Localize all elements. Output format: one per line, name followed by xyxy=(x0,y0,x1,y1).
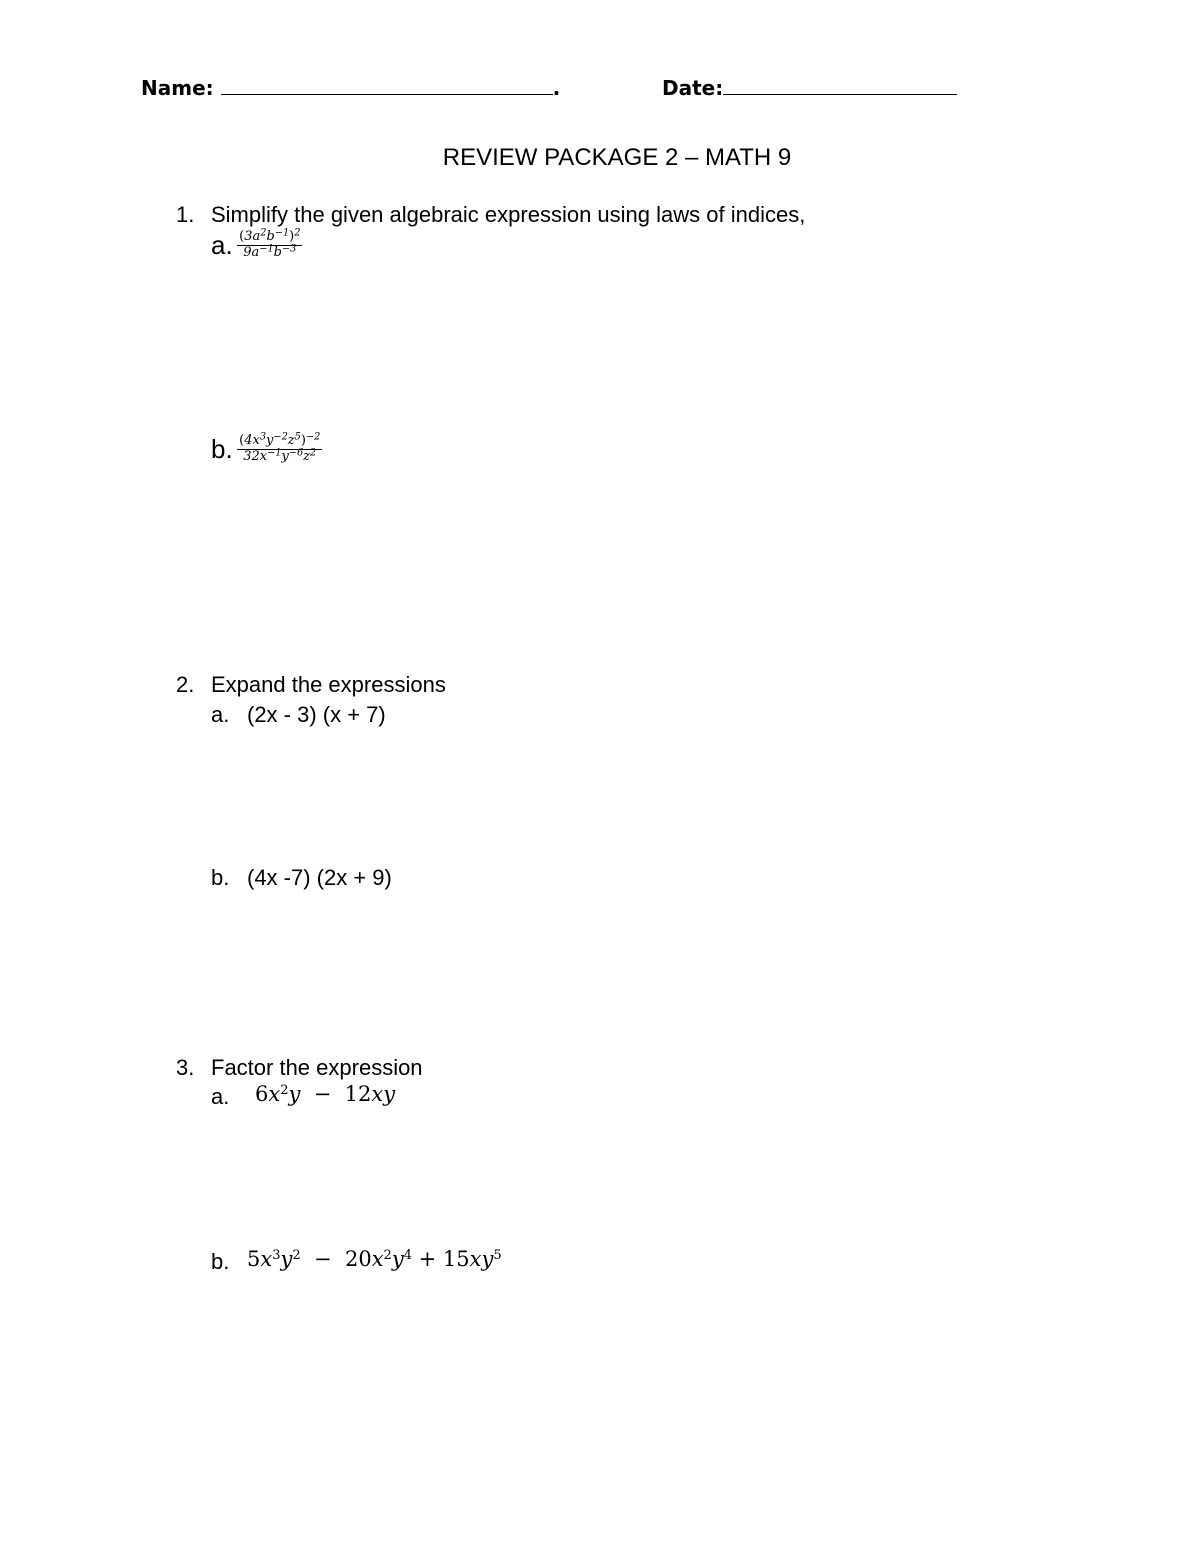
question-3-prompt: Factor the expression xyxy=(211,1055,423,1080)
date-field xyxy=(662,74,957,100)
fraction-numerator: $(3a^2b^{-1})^2$ xyxy=(239,227,301,245)
question-1a xyxy=(211,227,302,261)
fraction-denominator: $32x^{-1}y^{-6}z^2$ xyxy=(243,447,317,464)
question-2a-expression: (2x - 3) (x + 7) xyxy=(247,702,386,727)
question-2a-label: a. xyxy=(211,702,230,727)
question-1b xyxy=(211,431,322,465)
question-1-number: 1. xyxy=(176,202,195,227)
fraction-numerator: $(4x^3y^{-2}z^5)^{-2}$ xyxy=(239,431,321,449)
question-2-number: 2. xyxy=(176,672,195,697)
question-2-prompt: Expand the expressions xyxy=(211,672,446,697)
fraction-1a xyxy=(237,227,302,261)
page-title: REVIEW PACKAGE 2 – MATH 9 xyxy=(442,144,792,171)
name-period: . xyxy=(552,76,561,100)
question-3b-label: b. xyxy=(211,1249,230,1274)
fraction-denominator: $9a^{-1}b^{-3}$ xyxy=(243,243,297,260)
question-3a-expression: $6x^2y - 12xy$ xyxy=(255,1082,396,1106)
name-field xyxy=(141,74,560,100)
name-label: Name: xyxy=(141,76,214,100)
question-2b-expression: (4x -7) (2x + 9) xyxy=(247,865,392,890)
date-label: Date: xyxy=(662,76,724,100)
question-3b-expression: $5x^3y^2 - 20x^2y^4 + 15xy^5$ xyxy=(247,1247,502,1271)
question-3a-label: a. xyxy=(211,1084,230,1109)
part-label: a. xyxy=(211,230,233,260)
fraction-1b xyxy=(237,431,322,465)
question-2b-label: b. xyxy=(211,865,230,890)
question-1-prompt: Simplify the given algebraic expression using laws of indices, xyxy=(211,202,806,227)
name-blank xyxy=(221,74,553,95)
part-label: b. xyxy=(211,434,233,464)
date-blank xyxy=(723,74,957,95)
question-3-number: 3. xyxy=(176,1055,195,1080)
